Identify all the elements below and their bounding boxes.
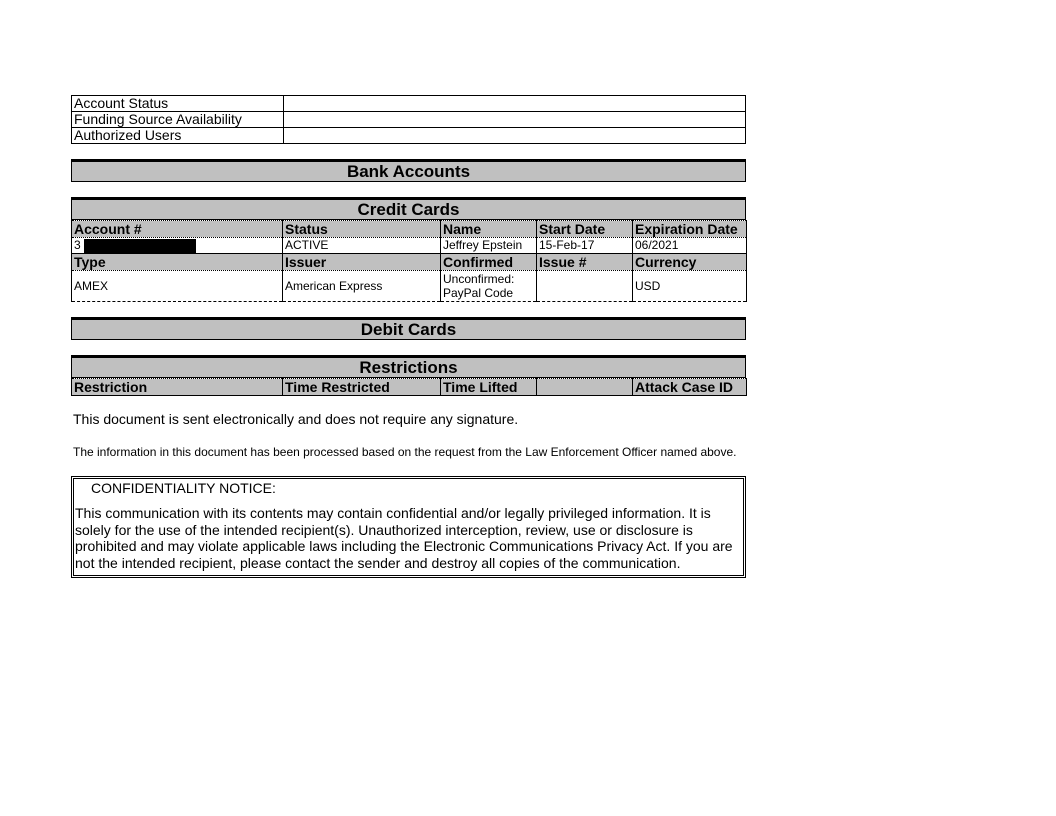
restrictions-header: Restrictions: [71, 355, 746, 378]
info-value: [284, 112, 746, 128]
status-cell: ACTIVE: [283, 238, 441, 254]
info-value: [284, 96, 746, 112]
document-page: [71, 95, 746, 578]
authorized-users-row: [72, 128, 746, 144]
column-header: Issuer: [283, 254, 441, 271]
column-header: Restriction: [72, 379, 283, 396]
start-date-cell: 15-Feb-17: [537, 238, 633, 254]
notice-body: This communication with its contents may contain confidential and/or legally privileged information. It is solely for the use of the intended recipient(s). Unauthorized interception, review, use or disclosure is prohibited and may violate applicable laws including the Electronic Communications Privacy Act. If you are not the intended recipient, please contact the sender and destroy all copies of the communication.: [75, 505, 733, 571]
account-info-table: [71, 95, 746, 144]
column-header: Confirmed: [441, 254, 537, 271]
column-header: Name: [441, 221, 537, 238]
debit-cards-header: Debit Cards: [71, 317, 746, 340]
credit-cards-header: Credit Cards: [71, 197, 746, 220]
column-header: [537, 379, 633, 396]
bank-accounts-header: Bank Accounts: [71, 159, 746, 182]
type-cell: AMEX: [72, 271, 283, 302]
column-header: Start Date: [537, 221, 633, 238]
credit-cards-table: [71, 220, 747, 302]
restrictions-table: [71, 378, 747, 396]
info-value: [284, 128, 746, 144]
electronic-document-note: This document is sent electronically and does not require any signature.: [73, 411, 519, 427]
notice-title: CONFIDENTIALITY NOTICE:: [91, 480, 276, 496]
column-header: Attack Case ID: [633, 379, 747, 396]
name-cell: Jeffrey Epstein: [441, 238, 537, 254]
funding-source-row: [72, 112, 746, 128]
account-status-row: [72, 96, 746, 112]
confirmed-cell: [441, 271, 537, 302]
table-row: [72, 238, 747, 254]
info-label: Funding Source Availability: [72, 112, 284, 128]
account-number-prefix: 3: [74, 238, 81, 252]
currency-cell: USD: [633, 271, 747, 302]
info-label: Account Status: [72, 96, 284, 112]
table-header-row: [72, 254, 747, 271]
table-header-row: [72, 221, 747, 238]
column-header: Time Lifted: [441, 379, 537, 396]
expiration-date-cell: 06/2021: [633, 238, 747, 254]
column-header: Account #: [72, 221, 283, 238]
redaction-block: [84, 239, 196, 253]
column-header: Type: [72, 254, 283, 271]
column-header: Status: [283, 221, 441, 238]
account-number-cell: [72, 238, 283, 254]
table-row: [72, 271, 747, 302]
confirmed-line: Unconfirmed:: [443, 272, 515, 286]
column-header: Issue #: [537, 254, 633, 271]
column-header: Expiration Date: [633, 221, 747, 238]
issue-number-cell: [537, 271, 633, 302]
processing-note: The information in this document has been processed based on the request from the Law Enforcement Officer named above.: [73, 445, 737, 459]
confirmed-line: PayPal Code: [443, 286, 514, 300]
issuer-cell: American Express: [283, 271, 441, 302]
column-header: Currency: [633, 254, 747, 271]
table-header-row: [72, 379, 747, 396]
confidentiality-notice: [71, 476, 746, 578]
info-label: Authorized Users: [72, 128, 284, 144]
column-header: Time Restricted: [283, 379, 441, 396]
